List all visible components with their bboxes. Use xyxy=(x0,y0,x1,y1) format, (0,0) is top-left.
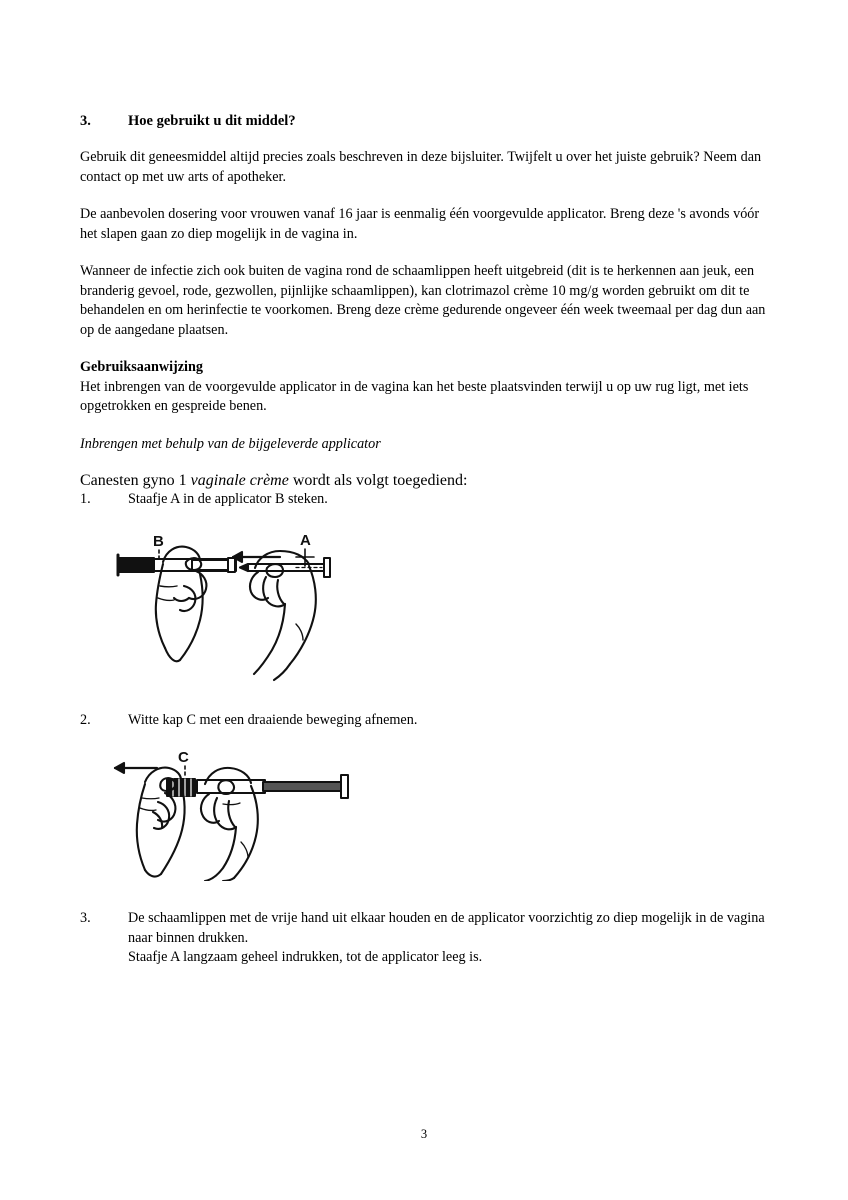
lead-in-before: Canesten gyno 1 xyxy=(80,472,191,489)
instructions-heading: Gebruiksaanwijzing xyxy=(80,359,203,375)
step-1-text: Staafje A in de applicator B steken. xyxy=(128,491,328,507)
figure-1-label-b: B xyxy=(153,532,164,550)
paragraph-external-infection: Wanneer de infectie zich ook buiten de vagina rond de schaamlippen heeft uitgebreid (dit is te herkennen aan jeuk, een branderig gevoel, rode, gezwollen, pijnlijke schaamlippen), kan clotrimazol crème 10 mg/g worden gebruikt om dit te behandelen en om herinfectie te voorkomen. Breng deze crème gedurende ongeveer één week tweemaal per dag dun aan op de aangedane plaatsen. xyxy=(80,263,766,338)
paragraph-intro: Gebruik dit geneesmiddel altijd precies zoals beschreven in deze bijsluiter. Twijfelt u over het juiste gebruik? Neem dan contact op met uw arts of apotheker. xyxy=(80,149,762,185)
figure-2-cap-removal xyxy=(105,746,770,881)
step-2-text: Witte kap C met een draaiende beweging afnemen. xyxy=(128,711,418,728)
paragraph-dosage: De aanbevolen dosering voor vrouwen vanaf 16 jaar is eenmalig één voorgevulde applicator. Breng deze 's avonds vóór het slapen gaan zo diep mogelijk in de vagina in. xyxy=(80,206,760,242)
section-title: Hoe gebruikt u dit middel? xyxy=(128,113,296,129)
step-3 xyxy=(80,909,770,968)
step-3-number: 3. xyxy=(80,910,91,926)
step-1 xyxy=(80,490,770,510)
figure-2-label-c: C xyxy=(178,749,189,766)
step-3-line-1: De schaamlippen met de vrije hand uit elkaar houden en de applicator voorzichtig zo diep mogelijk in de vagina naar binnen drukken. xyxy=(128,910,765,946)
figure-1-label-a: A xyxy=(300,531,311,549)
instructions-lead-in xyxy=(80,472,770,490)
instructions-italic-subhead: Inbrengen met behulp van de bijgeleverde applicator xyxy=(80,435,381,452)
page-content xyxy=(80,112,770,968)
step-2 xyxy=(80,711,770,731)
figure-2-drawing xyxy=(105,746,395,881)
paragraph-position: Het inbrengen van de voorgevulde applicator in de vagina kan het beste plaatsvinden terwijl u op uw rug ligt, met iets opgetrokken en gespreide benen. xyxy=(80,378,749,414)
section-number: 3. xyxy=(80,113,91,129)
lead-in-italic: vaginale crème xyxy=(190,472,289,489)
step-1-number: 1. xyxy=(80,491,91,507)
figure-1-drawing xyxy=(100,524,410,689)
step-3-line-2: Staafje A langzaam geheel indrukken, tot de applicator leeg is. xyxy=(128,949,483,965)
lead-in-after: wordt als volgt toegediend: xyxy=(288,472,468,489)
step-2-number: 2. xyxy=(80,711,91,728)
page-footer xyxy=(0,1127,848,1142)
page-number: 3 xyxy=(420,1127,428,1141)
section-heading xyxy=(80,112,770,130)
step-3-text xyxy=(128,909,770,968)
figure-1-applicator-assembly xyxy=(100,524,770,689)
